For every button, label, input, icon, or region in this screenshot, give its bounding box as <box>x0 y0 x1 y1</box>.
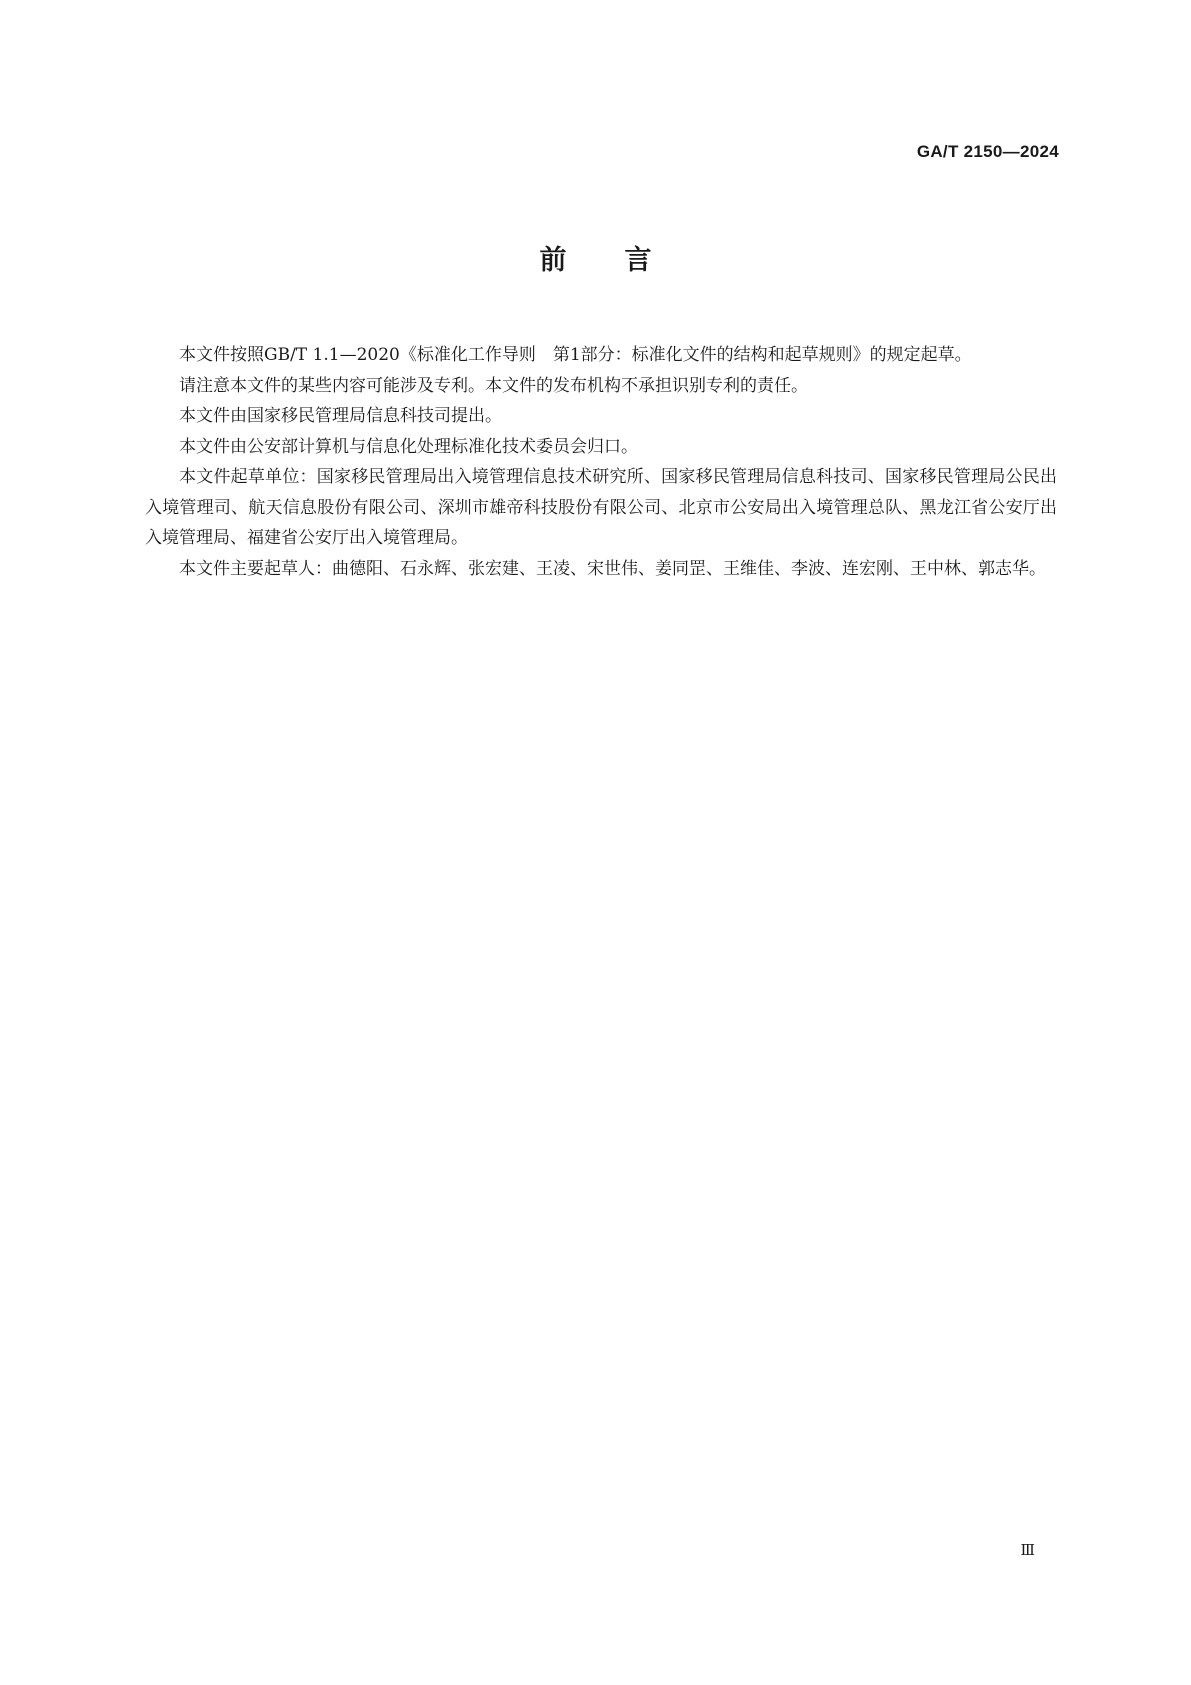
paragraph-drafting-units: 本文件起草单位：国家移民管理局出入境管理信息技术研究所、国家移民管理局信息科技司、国家移民管理局公民出入境管理司、航天信息股份有限公司、深圳市雄帝科技股份有限公司、北京市公安局出入境管理总队、黑龙江省公安厅出入境管理局、福建省公安厅出入境管理局。 <box>145 467 1057 548</box>
paragraph-drafters: 本文件主要起草人：曲德阳、石永辉、张宏建、王凌、宋世伟、姜同罡、王维佳、李波、连宏刚、王中林、郭志华。 <box>179 558 1046 579</box>
paragraph-proposer: 本文件由国家移民管理局信息科技司提出。 <box>179 406 502 426</box>
page-number: Ⅲ <box>1020 1543 1035 1559</box>
foreword-body <box>145 340 1057 584</box>
paragraph-drafting-rules: 本文件按照GB/T 1.1—2020《标准化工作导则 第1部分：标准化文件的结构和起草规则》的规定起草。 <box>179 345 972 365</box>
page-title: 前言 <box>539 245 710 276</box>
paragraph-patent-notice: 请注意本文件的某些内容可能涉及专利。本文件的发布机构不承担识别专利的责任。 <box>179 375 808 396</box>
paragraph-technical-committee: 本文件由公安部计算机与信息化处理标准化技术委员会归口。 <box>179 436 638 457</box>
document-code: GA/T 2150—2024 <box>916 142 1059 161</box>
